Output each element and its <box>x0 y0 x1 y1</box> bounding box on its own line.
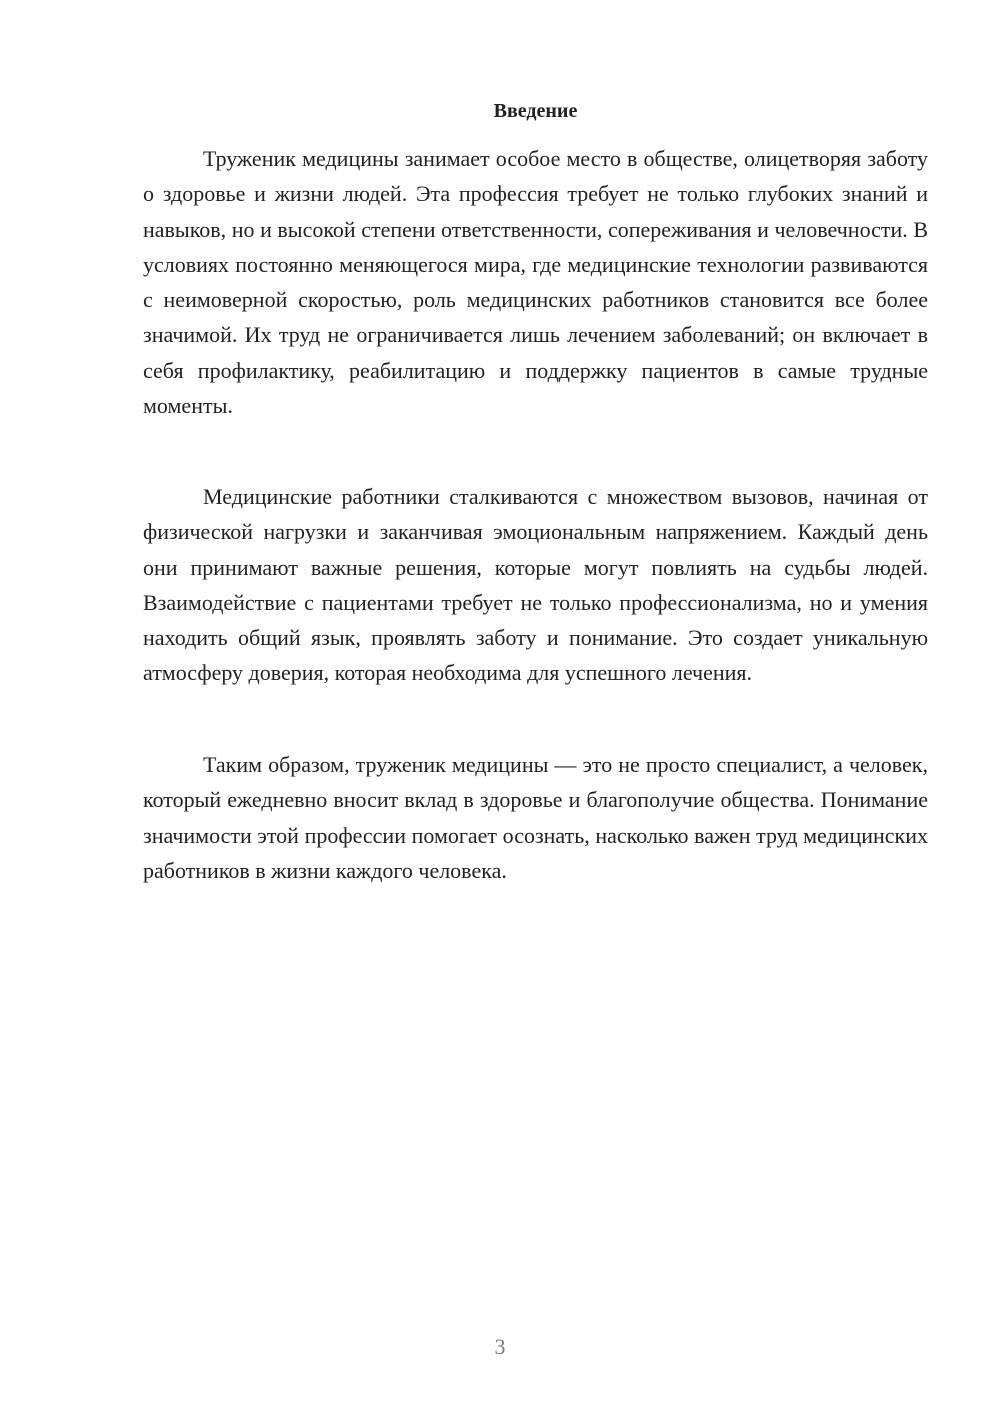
body-paragraph-2-block <box>143 479 928 691</box>
body-paragraph: Таким образом, труженик медицины — это не просто специалист, а человек, который ежедневно вносит вклад в здоровье и благополучие общества. Понимание значимости этой профессии помогает осознать, насколько важен труд медицинских работников в жизни каждого человека. <box>143 752 928 883</box>
page-number: 3 <box>494 1334 506 1359</box>
body-paragraph: Труженик медицины занимает особое место в обществе, олицетворяя заботу о здоровье и жизни людей. Эта профессия требует не только глубоких знаний и навыков, но и высокой степени ответственности, сопереживания и человечности. В условиях постоянно меняющегося мира, где медицинские технологии развиваются с неимоверной скоростью, роль медицинских работников становится все более значимой. Их труд не ограничивается лишь лечением заболеваний; он включает в себя профилактику, реабилитацию и поддержку пациентов в самые трудные моменты. <box>143 146 928 419</box>
body-paragraph-3-block <box>143 747 928 888</box>
body-paragraph-1-block <box>143 141 928 423</box>
body-paragraph: Медицинские работники сталкиваются с множеством вызовов, начиная от физической нагрузки и заканчивая эмоциональным напряжением. Каждый день они принимают важные решения, которые могут повлиять на судьбы людей. Взаимодействие с пациентами требует не только профессионализма, но и умения находить общий язык, проявлять заботу и понимание. Это создает уникальную атмосферу доверия, которая необходима для успешного лечения. <box>143 484 928 686</box>
section-heading: Введение <box>493 100 578 122</box>
